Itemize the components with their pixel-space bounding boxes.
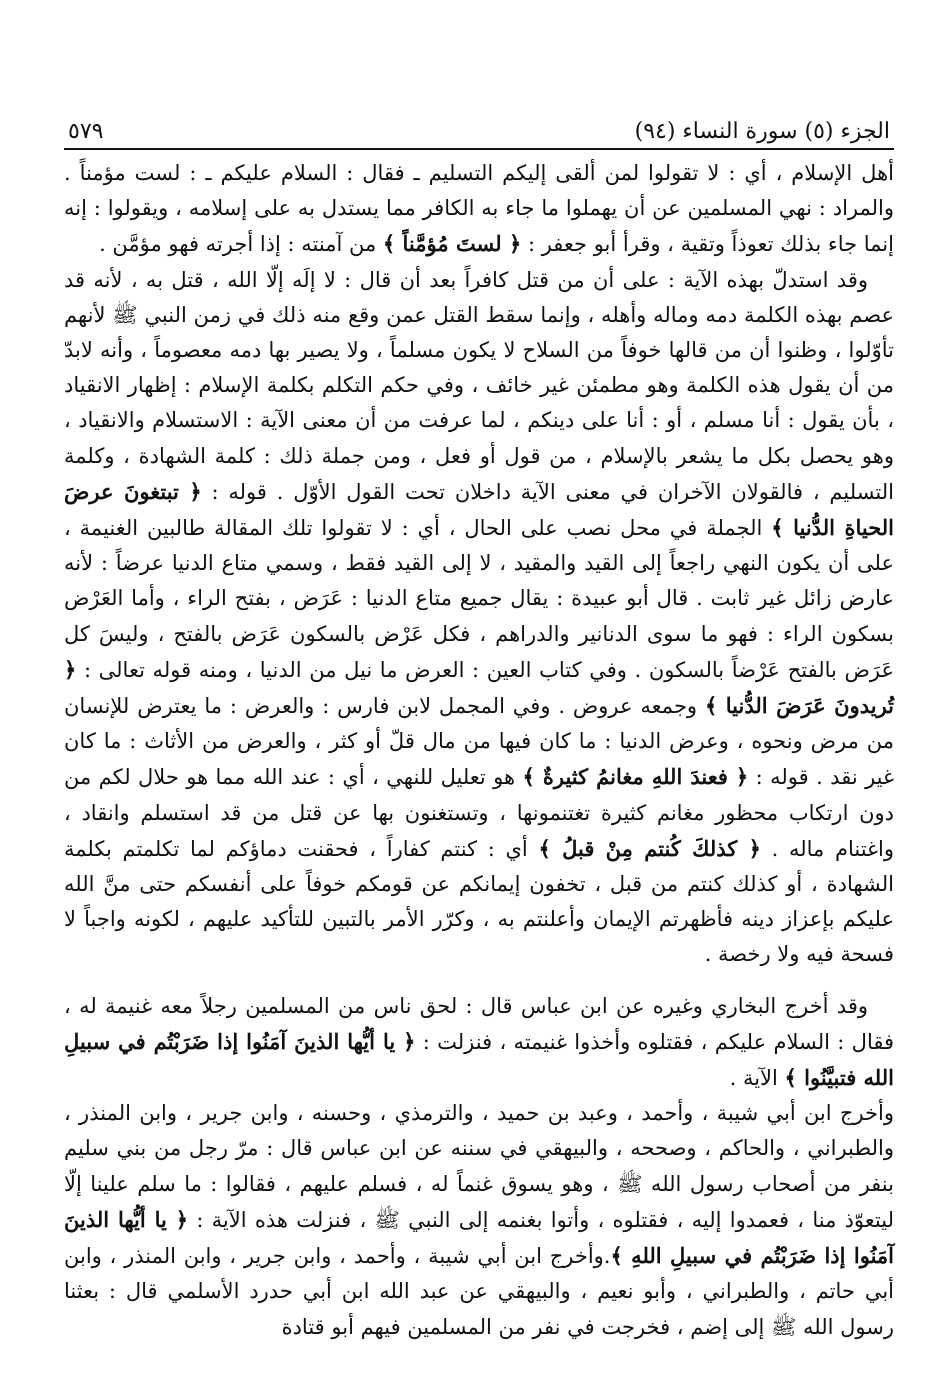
quran-quote: ﴿ يا أيُّها الذينَ آمَنُوا إذا ضَرَبْتُم في سبيلِ اللهِ ﴾: [64, 1206, 894, 1269]
quran-quote: ﴿ تبتغونَ عرضَ الحياةِ الدُّنيا ﴾: [64, 478, 894, 541]
header-title: الجزء (٥) سورة النساء (٩٤): [634, 119, 890, 144]
text-run: من آمنته : إذا أجرته فهو مؤمَّن .: [99, 232, 383, 257]
text-run: .وأخرج ابن أبي شيبة ، وأحمد ، وابن جرير ، وابن المنذر ، وابن أبي حاتم ، والطبراني ، وأبو نعيم ، والبيهقي عن عبد الله ابن أبي حدرد الأسلمي قال : بعثنا رسول الله ﷺ إلى إضم ، فخرجت في نفر من المسلمين فيهم أبو قتادة: [64, 1244, 894, 1339]
book-page: [64, 108, 894, 1345]
text-run: وقد أخرج البخاري وغيره عن ابن عباس قال : لحق ناس من المسلمين رجلاً معه غنيمة له ، فقال : السلام عليكم ، فقتلوه وأخذوا غنيمته ، فنزلت :: [64, 993, 895, 1054]
text-run: أي : كنتم كفاراً ، فحقنت دماؤكم لما تكلمتم بكلمة الشهادة ، أو كذلك كنتم من قبل ، تخفون إيمانكم عن قومكم خوفاً على أنفسكم حتى منَّ الله عليكم بإعزاز دينه فأظهرتم الإيمان وأعلنتم به ، وكرّر الأمر بالتبين للتأكيد عليهم ، لكونه واجباً لا فسحة فيه ولا رخصة .: [64, 836, 894, 967]
text-run: وجمعه عروض . وفي المجمل لابن فارس : والعرض : ما يعترض للإنسان من مرض ونحوه ، وعرض الدنيا : ما كان فيها من مال قلّ أو كثر ، والعرض من الأثاث : ما كان غير نقد . قوله :: [64, 694, 894, 790]
paragraph: [64, 263, 894, 973]
quran-quote: ﴿ تُريدونَ عَرَضَ الدُّنيا ﴾: [64, 656, 894, 719]
text-run: هو تعليل للنهي ، أي : عند الله مما هو حلال لكم من دون ارتكاب محظور مغانم كثيرة تغتنمونها ، وتستغنون بها عن قتل من قد استسلم وانقاد ، واغتنام ماله .: [64, 765, 894, 861]
quran-quote: ﴿ فعندَ اللهِ مغانمُ كثيرةٌ ﴾: [522, 764, 749, 790]
text-run: وقد استدلّ بهذه الآية : على أن من قتل كافراً بعد أن قال : لا إلَه إلّا الله ، قتل به ، لأنه قد عصم بهذه الكلمة دمه وماله وأهله ، وإنما سقط القتل عمن وقع منه ذلك في زمن النبي ﷺ لأنهم تأوّلوا ، وظنوا أن من قالها خوفاً من السلاح لا يكون مسلماً ، ولا يصير بها دمه معصوماً ، وأنه لابدّ من أن يقول هذه الكلمة وهو مطمئن غير خائف ، وفي حكم التكلم بكلمة الإسلام : إظهار الانقياد ، بأن يقول : أنا مسلم ، أو : أنا على دينكم ، لما عرفت من أن معنى الآية : الاستسلام والانقياد ، وهو يحصل بكل ما يشعر بالإسلام ، من قول أو فعل ، ومن جملة ذلك : كلمة الشهادة ، وكلمة التسليم ، فالقولان الآخران في معنى الآية داخلان تحت القول الأوّل . قوله :: [64, 267, 894, 504]
quran-quote: ﴿ لستَ مُؤمَّناً ﴾: [382, 231, 522, 257]
quran-quote: ﴿ كذلكَ كُنتم مِنْ قبلُ ﴾: [538, 835, 761, 861]
text-run: الجملة في محل نصب على الحال ، أي : لا تقولوا تلك المقالة طالبين الغنيمة ، على أن يكون النهي راجعاً إلى القيد والمقيد ، لا إلى القيد فقط ، وسمي متاع الدنيا عرضاً : لأنه عارض زائل غير ثابت . قال أبو عبيدة : يقال جميع متاع الدنيا : عَرَض ، بفتح الراء ، وأما العَرْض بسكون الراء : فهو ما سوى الدنانير والدراهم ، فكل عَرْض بالسكون عَرَض بالفتح ، وليسَ كل عَرَض بالفتح عَرْضاً بالسكون . وفي كتاب العين : العرض ما نيل من الدنيا ، ومنه قوله تعالى :: [64, 516, 894, 682]
running-header: [64, 108, 894, 148]
text-run: وأخرج ابن أبي شيبة ، وأحمد ، وعبد بن حميد ، والترمذي ، وحسنه ، وابن جرير ، وابن المنذر ، والطبراني ، والحاكم ، وصححه ، والبيهقي في سننه عن ابن عباس قال : مرّ رجل من بني سليم بنفر من أصحاب رسول الله ﷺ ، وهو يسوق غنماً له ، فسلم عليهم ، فقالوا : ما سلم علينا إلّا ليتعوّذ منا ، فعمدوا إليه ، فقتلوه ، وأتوا بغنمه إلى النبي ﷺ ، فنزلت هذه الآية :: [64, 1101, 894, 1232]
body-text: [64, 156, 894, 1345]
text-run: أهل الإسلام ، أي : لا تقولوا لمن ألقى إليكم التسليم ـ فقال : السلام عليكم ـ : لست مؤمناً . والمراد : نهي المسلمين عن أن يهملوا ما جاء به الكافر مما يستدل به على إسلامه ، ويقولوا : إنه إنما جاء بذلك تعوذاً وتقية ، وقرأ أبو جعفر :: [64, 161, 895, 257]
quran-quote: ﴿ يا أيُّها الذينَ آمَنُوا إذا ضَرَبْتُم في سبيلِ الله فتبيَّنُوا ﴾: [64, 1028, 894, 1091]
text-run: الآية .: [729, 1066, 785, 1091]
paragraph: [64, 1096, 894, 1344]
header-divider: [64, 148, 894, 150]
paragraph: [64, 989, 894, 1097]
paragraph: [64, 156, 894, 263]
page-number: ٥٧٩: [68, 119, 104, 144]
